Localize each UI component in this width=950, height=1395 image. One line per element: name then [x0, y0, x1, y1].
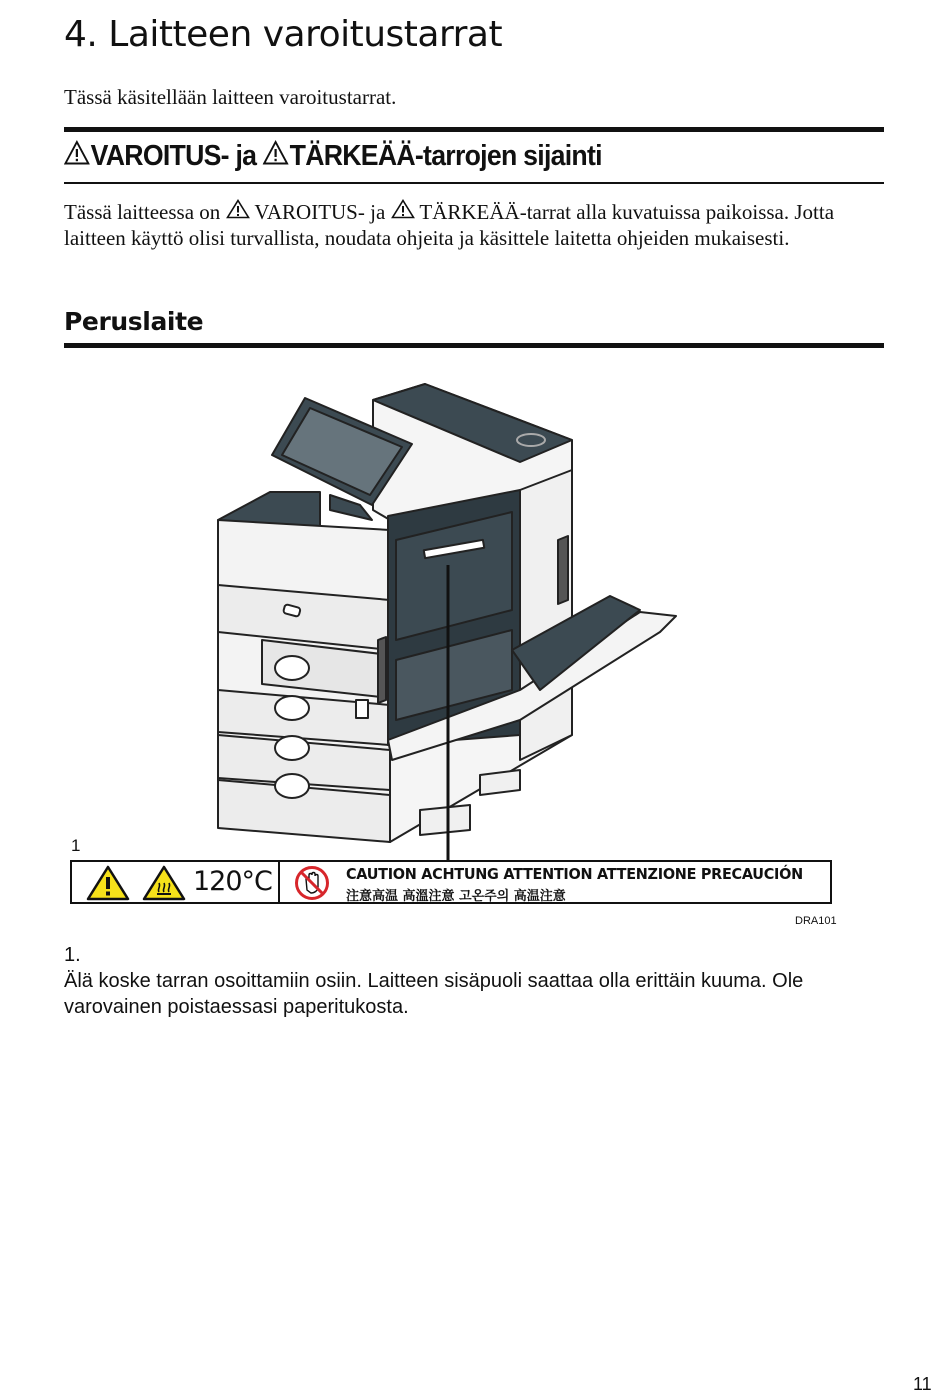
chapter-title: 4. Laitteen varoitustarrat — [64, 14, 503, 55]
note-number: 1. — [64, 944, 81, 966]
label-divider — [278, 862, 280, 902]
warning-label — [70, 860, 832, 904]
page-number: 11 — [913, 1374, 932, 1394]
warning-icon — [86, 865, 130, 901]
caution-text-asian: 注意高温 高溫注意 고온주의 高温注意 — [346, 889, 566, 904]
heading-part-warning: VAROITUS- ja — [90, 140, 263, 172]
hot-surface-icon — [142, 865, 186, 901]
section-text-part: TÄRKEÄÄ-tarrat alla kuvatuissa paikoissa. Jotta laitteen käyttö olisi turvallista, noudata ohjeita ja käsittele laitetta ohjeiden mukaisesti. — [64, 200, 835, 250]
subsection-heading: Peruslaite — [64, 307, 204, 336]
temperature-value: 120°C — [193, 866, 272, 897]
do-not-touch-icon — [294, 865, 330, 901]
section-text-part: VAROITUS- ja — [249, 200, 391, 224]
section-text-part: Tässä laitteessa on — [64, 200, 226, 224]
caution-text: CAUTION ACHTUNG ATTENTION ATTENZIONE PRECAUCIÓN — [346, 865, 803, 883]
note-text: Älä koske tarran osoittamiin osiin. Laitteen sisäpuoli saattaa olla erittäin kuuma. Ole varovainen poistaessasi paperitukosta. — [64, 970, 804, 1018]
figure-code: DRA101 — [795, 915, 837, 927]
intro-paragraph: Tässä käsitellään laitteen varoitustarrat. — [64, 85, 397, 109]
heading-part-important: TÄRKEÄÄ-tarrojen sijainti — [289, 140, 602, 172]
callout-number: 1 — [71, 836, 81, 855]
